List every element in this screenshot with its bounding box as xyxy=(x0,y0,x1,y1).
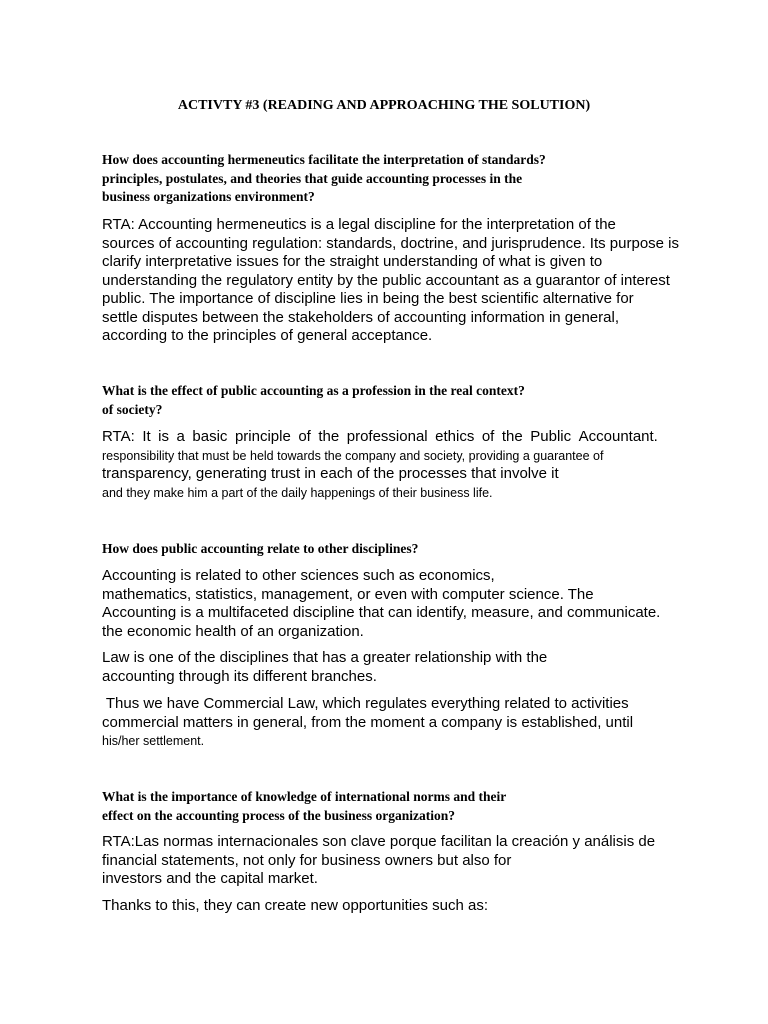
answer-2-word: is xyxy=(158,428,170,445)
answer-4-line: investors and the capital market. xyxy=(102,870,318,887)
question-3-line: How does public accounting relate to other disciplines? xyxy=(102,541,419,556)
answer-2-word: the xyxy=(318,428,340,445)
answer-2-line: transparency, generating trust in each of the processes that involve it xyxy=(102,465,559,482)
question-4-line: effect on the accounting process of the business organization? xyxy=(102,807,455,823)
answer-3-line: accounting through its different branches. xyxy=(102,667,377,685)
answer-4 xyxy=(102,833,702,889)
answer-1 xyxy=(102,216,702,346)
answer-2-word: basic xyxy=(192,428,228,445)
answer-2-word: RTA: xyxy=(102,428,135,445)
answer-3-line: commercial matters in general, from the moment a company is established, until xyxy=(102,713,634,731)
question-2-line: What is the effect of public accounting as a profession in the real context? xyxy=(102,383,525,398)
question-3 xyxy=(102,540,702,559)
question-2-line: of society? xyxy=(102,401,163,417)
question-2 xyxy=(102,382,702,419)
answer-1-line: settle disputes between the stakeholders of accounting information in general, xyxy=(102,308,619,326)
answer-3-paragraph-2 xyxy=(102,649,702,686)
page-title: ACTIVTY #3 (READING AND APPROACHING THE SOLUTION) xyxy=(177,98,591,113)
question-1-line: principles, postulates, and theories that guide accounting processes in the xyxy=(102,170,523,186)
answer-1-line: understanding the regulatory entity by the public accountant as a guarantor of interest xyxy=(102,271,670,289)
answer-1-line: according to the principles of general acceptance. xyxy=(102,327,433,344)
answer-2-word: of xyxy=(298,428,311,445)
question-1 xyxy=(102,151,702,207)
answer-3-line: Law is one of the disciplines that has a greater relationship with the xyxy=(102,649,548,666)
answer-4-paragraph-2 xyxy=(102,897,702,916)
answer-4-line: Thanks to this, they can create new opportunities such as: xyxy=(102,897,489,914)
answer-2 xyxy=(102,428,702,502)
answer-3-paragraph-3 xyxy=(102,695,702,751)
answer-3-line: Accounting is related to other sciences such as economics, xyxy=(102,567,495,584)
answer-3-line: his/her settlement. xyxy=(102,734,205,748)
answer-3-line: Accounting is a multifaceted discipline that can identify, measure, and communicate. xyxy=(102,604,661,621)
answer-3-line: Thus we have Commercial Law, which regulates everything related to activities xyxy=(102,695,629,712)
answer-2-word: of xyxy=(481,428,495,445)
answer-2-word: ethics xyxy=(435,428,475,445)
answer-2-word: a xyxy=(176,428,185,445)
answer-3-line: the economic health of an organization. xyxy=(102,622,364,640)
answer-2-justified-line xyxy=(102,428,658,447)
question-4-line: What is the importance of knowledge of international norms and their xyxy=(102,789,507,804)
answer-2-word: Accountant. xyxy=(578,428,658,445)
answer-3-paragraph-1 xyxy=(102,567,702,641)
answer-2-word: principle xyxy=(234,428,291,445)
answer-2-word: It xyxy=(142,428,151,445)
answer-1-line: clarify interpretative issues for the straight understanding of what is given to xyxy=(102,253,603,270)
answer-4-line: financial statements, not only for business owners but also for xyxy=(102,851,512,869)
answer-4-line: RTA:Las normas internacionales son clave porque facilitan la creación y análisis de xyxy=(102,833,656,850)
answer-3-line: mathematics, statistics, management, or even with computer science. The xyxy=(102,585,594,603)
question-1-line: How does accounting hermeneutics facilitate the interpretation of standards? xyxy=(102,152,546,167)
answer-2-word: Public xyxy=(530,428,572,445)
answer-2-line: responsibility that must be held towards the company and society, providing a guarantee of xyxy=(102,448,604,463)
answer-2-word: professional xyxy=(346,428,428,445)
answer-2-line: and they make him a part of the daily happenings of their business life. xyxy=(102,485,493,500)
answer-2-word: the xyxy=(501,428,523,445)
answer-1-line: public. The importance of discipline lies in being the best scientific alternative for xyxy=(102,290,634,307)
question-1-line: business organizations environment? xyxy=(102,189,315,204)
answer-1-line: sources of accounting regulation: standards, doctrine, and jurisprudence. Its purpose is xyxy=(102,234,680,252)
question-4 xyxy=(102,788,702,825)
answer-1-line: RTA: Accounting hermeneutics is a legal discipline for the interpretation of the xyxy=(102,216,616,233)
